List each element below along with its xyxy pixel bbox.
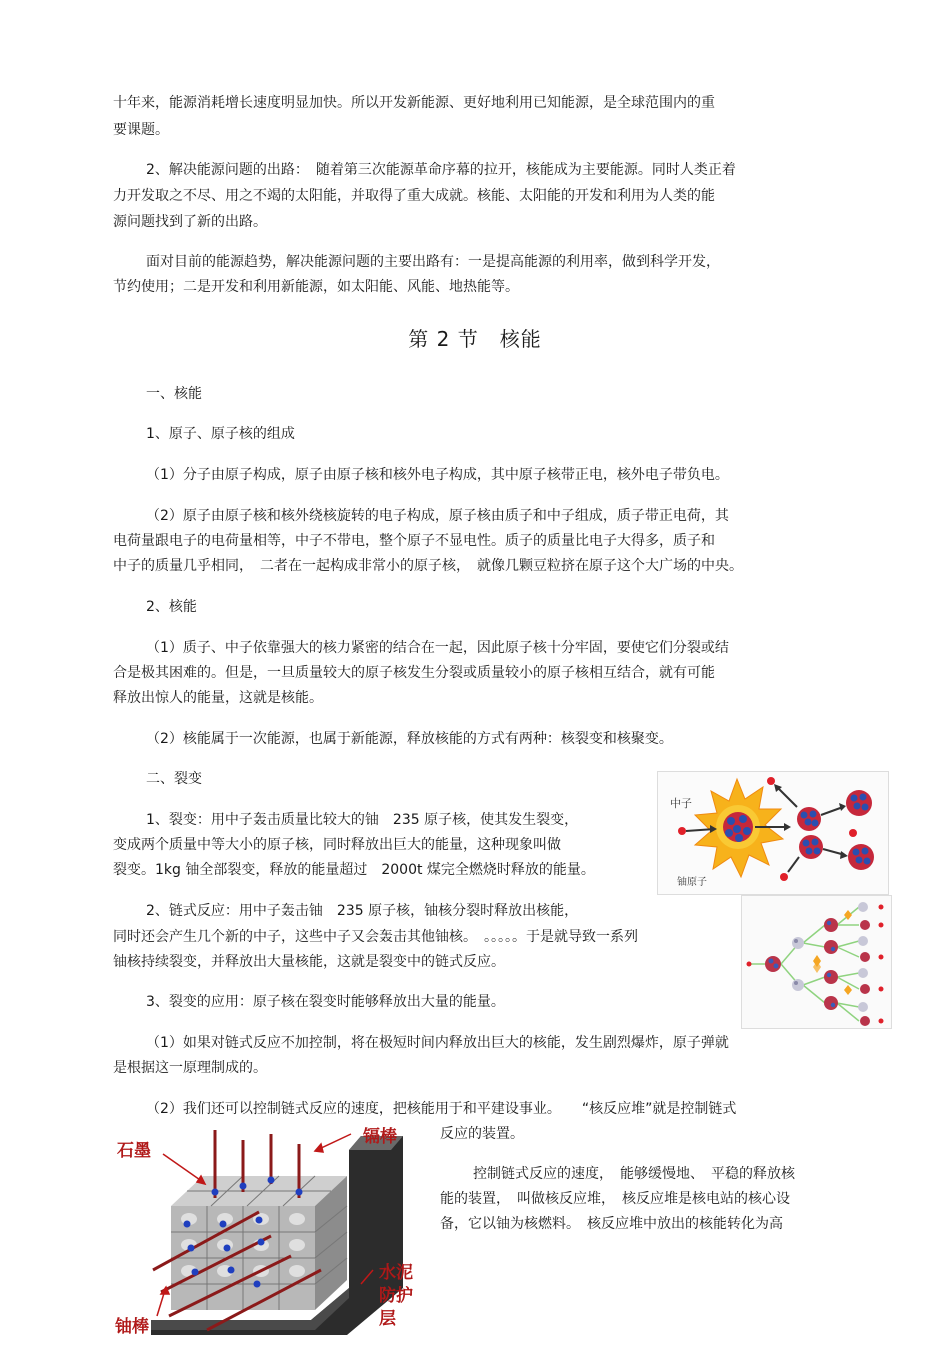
incoming-neutron — [678, 827, 686, 835]
paragraph-line: 能的装置， 叫做核反应堆， 核反应堆是核电站的核心设 — [440, 1191, 790, 1207]
paragraph-line: 备，它以铀为核燃料。 核反应堆中放出的核能转化为高 — [440, 1216, 783, 1232]
chain-nucleus — [858, 968, 868, 978]
paragraph-line: 释放出惊人的能量，这就是核能。 — [113, 690, 323, 706]
paragraph-line: 中子的质量几乎相同， 二者在一起构成非常小的原子核， 就像几颗豆粒挤在原子这个大广场的中央。 — [113, 558, 743, 574]
paragraph-line: （1）如果对链式反应不加控制，将在极短时间内释放出巨大的核能，发生剧烈爆炸，原子弹就 — [146, 1035, 729, 1051]
section-title: 第 2 节 核能 — [408, 327, 542, 351]
heading-nuclear-energy: 一、核能 — [146, 386, 202, 402]
heading-fission: 二、裂变 — [146, 771, 202, 787]
solution-paragraph-line: 源问题找到了新的出路。 — [113, 214, 267, 230]
chain-nucleus — [860, 984, 870, 994]
chain-nucleus — [860, 920, 870, 930]
fragment-nucleus — [799, 835, 823, 859]
label-neutron: 中子 — [670, 797, 692, 810]
chain-nucleus — [858, 1002, 868, 1012]
chain-nucleus — [824, 918, 838, 932]
label-uranium-rod: 铀棒 — [115, 1317, 149, 1337]
chain-nucleus — [792, 937, 804, 949]
subheading-atom-composition: 1、原子、原子核的组成 — [146, 426, 295, 442]
chain-nucleus — [765, 956, 781, 972]
released-neutron — [780, 873, 788, 881]
paragraph-line: 合是极其困难的。但是，一旦质量较大的原子核发生分裂或质量较小的原子核相互结合，就有可能 — [113, 665, 715, 681]
trend-paragraph-line: 面对目前的能源趋势，解决能源问题的主要出路有：一是提高能源的利用率，做到科学开发， — [146, 254, 720, 270]
reactor-diagram — [111, 1120, 427, 1345]
intro-line: 要课题。 — [113, 122, 169, 138]
paragraph-line: 2、链式反应：用中子轰击铀 235 原子核，铀核分裂时释放出核能， — [146, 903, 579, 919]
paragraph-line: 裂变。1kg 铀全部裂变，释放的能量超过 2000t 煤完全燃烧时释放的能量。 — [113, 862, 595, 878]
chain-nucleus — [858, 902, 868, 912]
paragraph-line: （2）核能属于一次能源，也属于新能源，释放核能的方式有两种：核裂变和核聚变。 — [146, 731, 673, 747]
product-nucleus — [848, 844, 874, 870]
label-cement-shield-3: 层 — [379, 1309, 396, 1329]
paragraph-line: （1）质子、中子依靠强大的核力紧密的结合在一起，因此原子核十分牢固，要使它们分裂或结 — [146, 640, 729, 656]
label-cement-shield-1: 水泥 — [379, 1263, 413, 1283]
uranium-nucleus — [723, 812, 753, 842]
chain-nucleus — [860, 1016, 870, 1026]
trend-paragraph-line: 节约使用；二是开发和利用新能源，如太阳能、风能、地热能等。 — [113, 279, 519, 295]
chain-nucleus — [860, 952, 870, 962]
fragment-nucleus — [797, 807, 821, 831]
paragraph-line: 3、裂变的应用：原子核在裂变时能够释放出大量的能量。 — [146, 994, 505, 1010]
chain-nucleus — [824, 996, 838, 1010]
paragraph-line: 变成两个质量中等大小的原子核，同时释放出巨大的能量，这种现象叫做 — [113, 837, 561, 853]
paragraph-line: 1、裂变：用中子轰击质量比较大的铀 235 原子核，使其发生裂变， — [146, 812, 579, 828]
label-uranium-atom: 铀原子 — [677, 877, 707, 888]
product-nucleus — [846, 790, 872, 816]
paragraph-line: 反应的装置。 — [440, 1126, 524, 1142]
subheading-nuclear-energy: 2、核能 — [146, 599, 197, 615]
label-cadmium-rod: 镉棒 — [363, 1127, 397, 1147]
paragraph-line: 同时还会产生几个新的中子，这些中子又会轰击其他铀核。 。。。。。于是就导致一系列 — [113, 929, 638, 945]
paragraph-line: 电荷量跟电子的电荷量相等，中子不带电，整个原子不显电性。质子的质量比电子大得多，质子和 — [113, 533, 715, 549]
label-graphite: 石墨 — [117, 1141, 151, 1161]
released-neutron — [767, 777, 775, 785]
paragraph-line: 是根据这一原理制成的。 — [113, 1060, 267, 1076]
solution-paragraph-line: 2、解决能源问题的出路： 随着第三次能源革命序幕的拉开，核能成为主要能源。同时人类正着 — [146, 162, 736, 178]
label-cement-shield-2: 防护 — [379, 1286, 413, 1306]
released-neutron — [849, 829, 857, 837]
paragraph-line: 控制链式反应的速度， 能够缓慢地、 平稳的释放核 — [473, 1166, 795, 1182]
chain-nucleus — [824, 940, 838, 954]
paragraph-line: （1）分子由原子构成，原子由原子核和核外电子构成，其中原子核带正电，核外电子带负电。 — [146, 467, 729, 483]
paragraph-line: 铀核持续裂变，并释放出大量核能，这就是裂变中的链式反应。 — [113, 954, 505, 970]
chain-nucleus — [858, 936, 868, 946]
fission-diagram — [657, 771, 889, 895]
chain-nucleus — [824, 970, 838, 984]
chain-reaction-diagram — [741, 895, 892, 1029]
paragraph-line: （2）原子由原子核和核外绕核旋转的电子构成，原子核由质子和中子组成，质子带正电荷，其 — [146, 508, 729, 524]
intro-line: 十年来，能源消耗增长速度明显加快。所以开发新能源、更好地利用已知能源，是全球范围内的重 — [113, 95, 715, 111]
solution-paragraph-line: 力开发取之不尽、用之不竭的太阳能，并取得了重大成就。核能、太阳能的开发和利用为人类的能 — [113, 188, 715, 204]
chain-nucleus — [792, 979, 804, 991]
paragraph-line: （2）我们还可以控制链式反应的速度，把核能用于和平建设事业。 “核反应堆”就是控制链式 — [146, 1101, 737, 1117]
